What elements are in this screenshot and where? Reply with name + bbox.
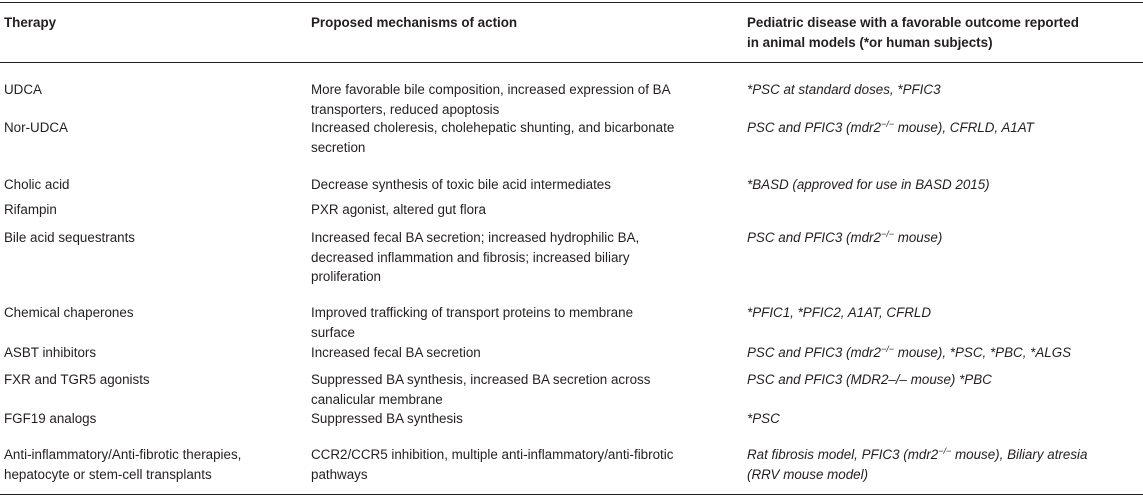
therapy-cell <box>4 370 304 390</box>
cell-line: hepatocyte or stem-cell transplants <box>4 466 212 482</box>
disease-cell <box>747 370 1139 390</box>
disease-cell <box>747 303 1139 323</box>
mechanism-cell <box>311 370 721 409</box>
disease-cell <box>747 175 1139 195</box>
mechanism-cell <box>311 303 721 342</box>
therapy-cell <box>4 445 304 484</box>
therapy-cell <box>4 303 304 323</box>
cell-line: Rifampin <box>4 202 57 217</box>
therapy-cell <box>4 118 304 138</box>
cell-line: Increased fecal BA secretion <box>311 345 481 360</box>
cell-line: More favorable bile composition, increased expression of BA <box>311 82 671 97</box>
therapy-cell <box>4 228 304 248</box>
mechanism-cell <box>311 445 721 484</box>
disease-cell <box>747 343 1139 363</box>
cell-line: FXR and TGR5 agonists <box>4 372 150 387</box>
cell-line: PSC and PFIC3 (mdr2−/− mouse), CFRLD, A1AT <box>747 119 1034 135</box>
mechanism-cell <box>311 80 721 119</box>
cell-line: Improved trafficking of transport proteins to membrane <box>311 305 634 320</box>
cell-line: PSC and PFIC3 (mdr2−/− mouse), *PSC, *PBC, *ALGS <box>747 344 1072 360</box>
cell-line: UDCA <box>4 82 42 97</box>
cell-line: FGF19 analogs <box>4 411 97 426</box>
header-therapy: Therapy <box>4 15 57 30</box>
cell-line: (RRV mouse model) <box>747 466 869 482</box>
cell-line: Suppressed BA synthesis <box>311 411 463 426</box>
cell-line: PSC and PFIC3 (mdr2−/− mouse) <box>747 229 943 245</box>
cell-line: secretion <box>311 139 366 155</box>
therapy-cell <box>4 175 304 195</box>
mechanism-cell <box>311 409 721 429</box>
cell-line: *BASD (approved for use in BASD 2015) <box>747 177 990 192</box>
cell-line: Increased fecal BA secretion; increased hydrophilic BA, <box>311 230 640 245</box>
mechanism-cell <box>311 228 721 287</box>
cell-line: decreased inflammation and fibrosis; increased biliary <box>311 249 630 265</box>
therapy-cell <box>4 200 304 220</box>
disease-cell <box>747 409 1139 429</box>
cell-line: *PSC at standard doses, *PFIC3 <box>747 82 941 97</box>
therapy-cell <box>4 409 304 429</box>
mechanism-cell <box>311 175 721 195</box>
cell-line: Chemical chaperones <box>4 305 134 320</box>
table-top-rule <box>0 2 1143 3</box>
cell-line: *PSC <box>747 411 780 426</box>
cell-line: proliferation <box>311 269 381 284</box>
cell-line: ASBT inhibitors <box>4 345 97 360</box>
disease-cell <box>747 445 1139 484</box>
cell-line: canalicular membrane <box>311 391 443 407</box>
cell-line: Anti-inflammatory/Anti-fibrotic therapies, <box>4 447 242 462</box>
therapy-cell <box>4 343 304 363</box>
cell-line: CCR2/CCR5 inhibition, multiple anti-inflammatory/anti-fibrotic <box>311 447 674 462</box>
cell-line: surface <box>311 324 355 340</box>
disease-cell <box>747 118 1139 138</box>
disease-cell <box>747 228 1139 248</box>
cell-line: pathways <box>311 466 368 482</box>
cell-line: PSC and PFIC3 (MDR2–/– mouse) *PBC <box>747 372 992 387</box>
header-disease: Pediatric disease with a favorable outcome reported in animal models (*or human subjects) <box>747 15 1079 50</box>
cell-line: Decrease synthesis of toxic bile acid intermediates <box>311 177 611 192</box>
cell-line: Rat fibrosis model, PFIC3 (mdr2−/− mouse), Biliary atresia <box>747 446 1088 462</box>
cell-line: Increased choleresis, cholehepatic shunting, and bicarbonate <box>311 120 675 135</box>
header-mechanism: Proposed mechanisms of action <box>311 15 518 30</box>
cell-line: Bile acid sequestrants <box>4 230 136 245</box>
cell-line: Suppressed BA synthesis, increased BA secretion across <box>311 372 651 387</box>
cell-line: Cholic acid <box>4 177 70 192</box>
cell-line: Nor-UDCA <box>4 120 68 135</box>
cell-line: *PFIC1, *PFIC2, A1AT, CFRLD <box>747 305 932 320</box>
table-bottom-rule <box>0 494 1143 495</box>
header-rule <box>0 62 1143 63</box>
cell-line: transporters, reduced apoptosis <box>311 101 500 117</box>
cell-line: PXR agonist, altered gut flora <box>311 202 486 217</box>
therapy-cell <box>4 80 304 100</box>
disease-cell <box>747 80 1139 100</box>
mechanism-cell <box>311 118 721 157</box>
mechanism-cell <box>311 200 721 220</box>
mechanism-cell <box>311 343 721 363</box>
